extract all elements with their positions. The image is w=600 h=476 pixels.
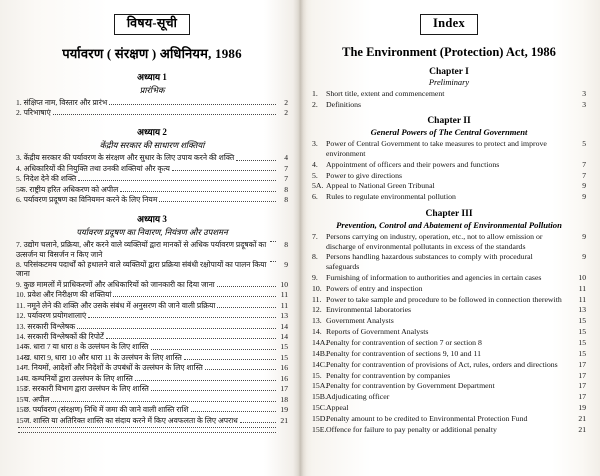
leader-dots bbox=[184, 358, 276, 360]
list-item[interactable]: 5. Power to give directions 7 bbox=[312, 170, 586, 180]
leader-dots bbox=[18, 431, 276, 433]
list-item[interactable]: 15. Penalty for contravention by companies 17 bbox=[312, 370, 586, 380]
list-item[interactable]: 13. सरकारी विश्लेषक 14 bbox=[16, 321, 288, 331]
list-item[interactable]: 2. Definitions 3 bbox=[312, 99, 586, 109]
left-page-heading-wrap bbox=[16, 14, 288, 35]
list-item[interactable]: 15D. Penalty amount to be credited to Environmental Protection Fund 21 bbox=[312, 413, 586, 423]
right-section-3-list bbox=[312, 232, 586, 437]
right-section-1-subheading: Preliminary bbox=[428, 77, 470, 87]
list-item[interactable]: 3. केंद्रीय सरकार की पर्यावरण के संरक्षण और सुधार के लिए उपाय करने की शक्ति 4 bbox=[16, 153, 288, 163]
left-section-2-list bbox=[16, 153, 288, 204]
list-item[interactable]: 4. Appointment of officers and their powers and functions 7 bbox=[312, 159, 586, 169]
right-page-title: The Environment (Protection) Act, 1986 bbox=[342, 44, 556, 59]
list-item[interactable]: 1. संक्षिप्त नाम, विस्तार और प्रारंभ 2 bbox=[16, 97, 288, 107]
list-item[interactable]: 14. Reports of Government Analysts 15 bbox=[312, 327, 586, 337]
index-heading: Index bbox=[420, 14, 478, 35]
left-section-1-heading: अध्याय 1 bbox=[137, 71, 167, 82]
list-item[interactable]: 13. Government Analysts 15 bbox=[312, 316, 586, 326]
left-section-3-list bbox=[16, 240, 288, 435]
list-item[interactable]: 14क. धारा 7 या धारा 8 के उल्लंघन के लिए शास्ति 15 bbox=[16, 342, 288, 352]
list-item[interactable]: 6. Rules to regulate environmental pollution 9 bbox=[312, 192, 586, 202]
list-item[interactable]: 5. निदेश देने की शक्ति 7 bbox=[16, 174, 288, 184]
leader-dots bbox=[270, 260, 276, 262]
leader-dots bbox=[135, 379, 276, 381]
list-item[interactable]: 14ख. धारा 9, धारा 10 और धारा 11 के उल्लंघन के लिए शास्ति 15 bbox=[16, 352, 288, 362]
left-section-1-list bbox=[16, 98, 288, 118]
leader-dots bbox=[191, 410, 276, 412]
list-item[interactable]: 14A. Penalty for contravention of section 7 or section 8 15 bbox=[312, 338, 586, 347]
list-item[interactable]: 11. नमूने लेने की शक्ति और उसके संबंध में अनुसरण की जाने वाली प्रक्रिया 11 bbox=[16, 300, 288, 310]
list-item[interactable]: 15च. अपील 18 bbox=[16, 394, 288, 404]
leader-dots bbox=[77, 327, 276, 329]
list-item[interactable]: 15छ. पर्यावरण (संरक्षण) निधि में जमा की जाने वाली शास्ति राशि 19 bbox=[16, 405, 288, 415]
right-section-2-subheading: General Powers of The Central Government bbox=[370, 127, 528, 138]
list-item[interactable]: 15ज. शास्ति या अतिरिक्त शास्ति का संदाय करने में किए अवफलता के लिए अपराध 21 bbox=[16, 415, 288, 425]
leader-dots bbox=[205, 368, 276, 370]
right-section-2-heading: Chapter II bbox=[427, 116, 471, 127]
left-section-1-subheading: प्रारंभिक bbox=[139, 85, 165, 95]
list-item[interactable]: 15A. Penalty for contravention by Government Department 17 bbox=[312, 381, 586, 391]
list-item[interactable]: 14ग. नियमों, आदेशों और निदेशों के उपबंधों के उल्लंघन के लिए शास्ति 16 bbox=[16, 363, 288, 373]
list-item[interactable]: 14C. Penalty for contravention of provisions of Act, rules, orders and directions 17 bbox=[312, 359, 586, 369]
vishay-suchi-heading: विषय-सूची bbox=[114, 14, 190, 35]
leader-dots bbox=[53, 113, 276, 115]
left-page-title: पर्यावरण ( संरक्षण ) अधिनियम, 1986 bbox=[62, 45, 242, 61]
leader-dots bbox=[151, 348, 277, 350]
list-item[interactable]: 3. Power of Central Government to take measures to protect and improve environment 5 bbox=[312, 139, 586, 158]
right-page bbox=[300, 0, 600, 476]
right-page-heading-wrap bbox=[312, 14, 586, 35]
list-item[interactable]: 9. Furnishing of information to authorities and agencies in certain cases 10 bbox=[312, 272, 586, 282]
list-item[interactable]: 1. Short title, extent and commencement 3 bbox=[312, 88, 586, 98]
leader-dots bbox=[78, 179, 276, 181]
leader-dots bbox=[18, 426, 276, 428]
list-item[interactable]: 7. Persons carrying on industry, operation, etc., not to allow emission or discharge of environmental pollutants in excess of the standards 9 bbox=[312, 231, 586, 251]
left-section-2-heading: अध्याय 2 bbox=[137, 127, 167, 138]
list-item[interactable]: 7. उद्योग चलाने, प्रक्रिया, और करने वाले व्यक्तियों द्वारा मानकों से अधिक पर्यावरण प्रदूषकों का उत्सर्जन या विसर्जन न किए जाने 8 bbox=[16, 240, 288, 259]
list-item[interactable]: 5A. Appeal to National Green Tribunal 9 bbox=[312, 181, 586, 191]
right-section-1-heading: Chapter I bbox=[429, 66, 469, 77]
leader-dots bbox=[159, 200, 276, 202]
list-item[interactable]: 15ङ. सरकारी विभाग द्वारा उल्लंघन के लिए शास्ति 17 bbox=[16, 384, 288, 394]
leader-dots bbox=[120, 190, 276, 192]
list-item[interactable]: 15C. Appeal 19 bbox=[312, 403, 586, 413]
leader-dots bbox=[88, 316, 276, 318]
leader-dots bbox=[217, 285, 276, 287]
list-item[interactable]: 8. Persons handling hazardous substances to comply with procedural safeguards 9 bbox=[312, 252, 586, 272]
list-item[interactable]: 14B. Penalty for contravention of sections 9, 10 and 11 15 bbox=[312, 348, 586, 358]
list-item[interactable]: 2. परिभाषाएं 2 bbox=[16, 108, 288, 118]
leader-dots bbox=[151, 389, 276, 391]
leader-dots bbox=[51, 400, 276, 402]
leader-dots bbox=[270, 240, 276, 242]
leader-dots bbox=[106, 337, 276, 339]
list-item[interactable]: 6. पर्यावरण प्रदूषण का विनियमन करने के लिए नियम 8 bbox=[16, 195, 288, 205]
list-item[interactable] bbox=[16, 426, 288, 430]
list-item[interactable]: 12. Environmental laboratories 13 bbox=[312, 305, 586, 315]
leader-dots bbox=[172, 169, 276, 171]
list-item[interactable]: 11. Power to take sample and procedure to be followed in connection therewith 11 bbox=[312, 294, 586, 304]
list-item[interactable]: 5क. राष्ट्रीय हरित अधिकरण को अपील 8 bbox=[16, 184, 288, 194]
leader-dots bbox=[240, 421, 276, 423]
leader-dots bbox=[236, 159, 276, 161]
left-section-2-subheading: केंद्रीय सरकार की साधारण शक्तियां bbox=[99, 141, 205, 151]
leader-dots bbox=[217, 306, 276, 308]
list-item[interactable] bbox=[16, 431, 288, 435]
list-item[interactable]: 15E. Offence for failure to pay penalty or additional penalty 21 bbox=[312, 424, 586, 434]
list-item[interactable]: 12. पर्यावरण प्रयोगशालाएं 13 bbox=[16, 311, 288, 321]
right-section-3-subheading: Prevention, Control and Abatement of Environmental Pollution bbox=[336, 219, 562, 230]
right-section-1-list bbox=[312, 89, 586, 110]
list-item[interactable]: 8. परिसंकटमय पदार्थों को हथालने वाले व्यक्तियों द्वारा प्रक्रिया संबंधी रक्षोपायों का पालन किया जाना 9 bbox=[16, 260, 288, 279]
right-section-3-heading: Chapter III bbox=[425, 208, 473, 219]
list-item[interactable]: 14घ. कम्पनियों द्वारा उल्लंघन के लिए शास्ति 16 bbox=[16, 373, 288, 383]
list-item[interactable]: 15B. Adjudicating officer 17 bbox=[312, 392, 586, 402]
leader-dots bbox=[109, 103, 276, 105]
list-item[interactable]: 10. Powers of entry and inspection 11 bbox=[312, 283, 586, 293]
left-section-3-subheading: पर्यावरण प्रदूषण का निवारण, नियंत्रण और उपशमन bbox=[76, 228, 228, 238]
list-item[interactable]: 14. सरकारी विश्लेषकों की रिपोर्टें 14 bbox=[16, 332, 288, 341]
list-item[interactable]: 9. कुछ मामलों में प्राधिकरणों और अधिकारियों को जानकारी का दिया जाना 10 bbox=[16, 279, 288, 289]
list-item[interactable]: 4. अधिकारियों की नियुक्ति तथा उनकी शक्तियां और कृत्य 7 bbox=[16, 163, 288, 173]
list-item[interactable]: 10. प्रवेश और निरीक्षण की शक्तियां 11 bbox=[16, 290, 288, 300]
leader-dots bbox=[113, 295, 276, 297]
right-section-2-list bbox=[312, 139, 586, 202]
left-section-3-heading: अध्याय 3 bbox=[137, 214, 167, 225]
